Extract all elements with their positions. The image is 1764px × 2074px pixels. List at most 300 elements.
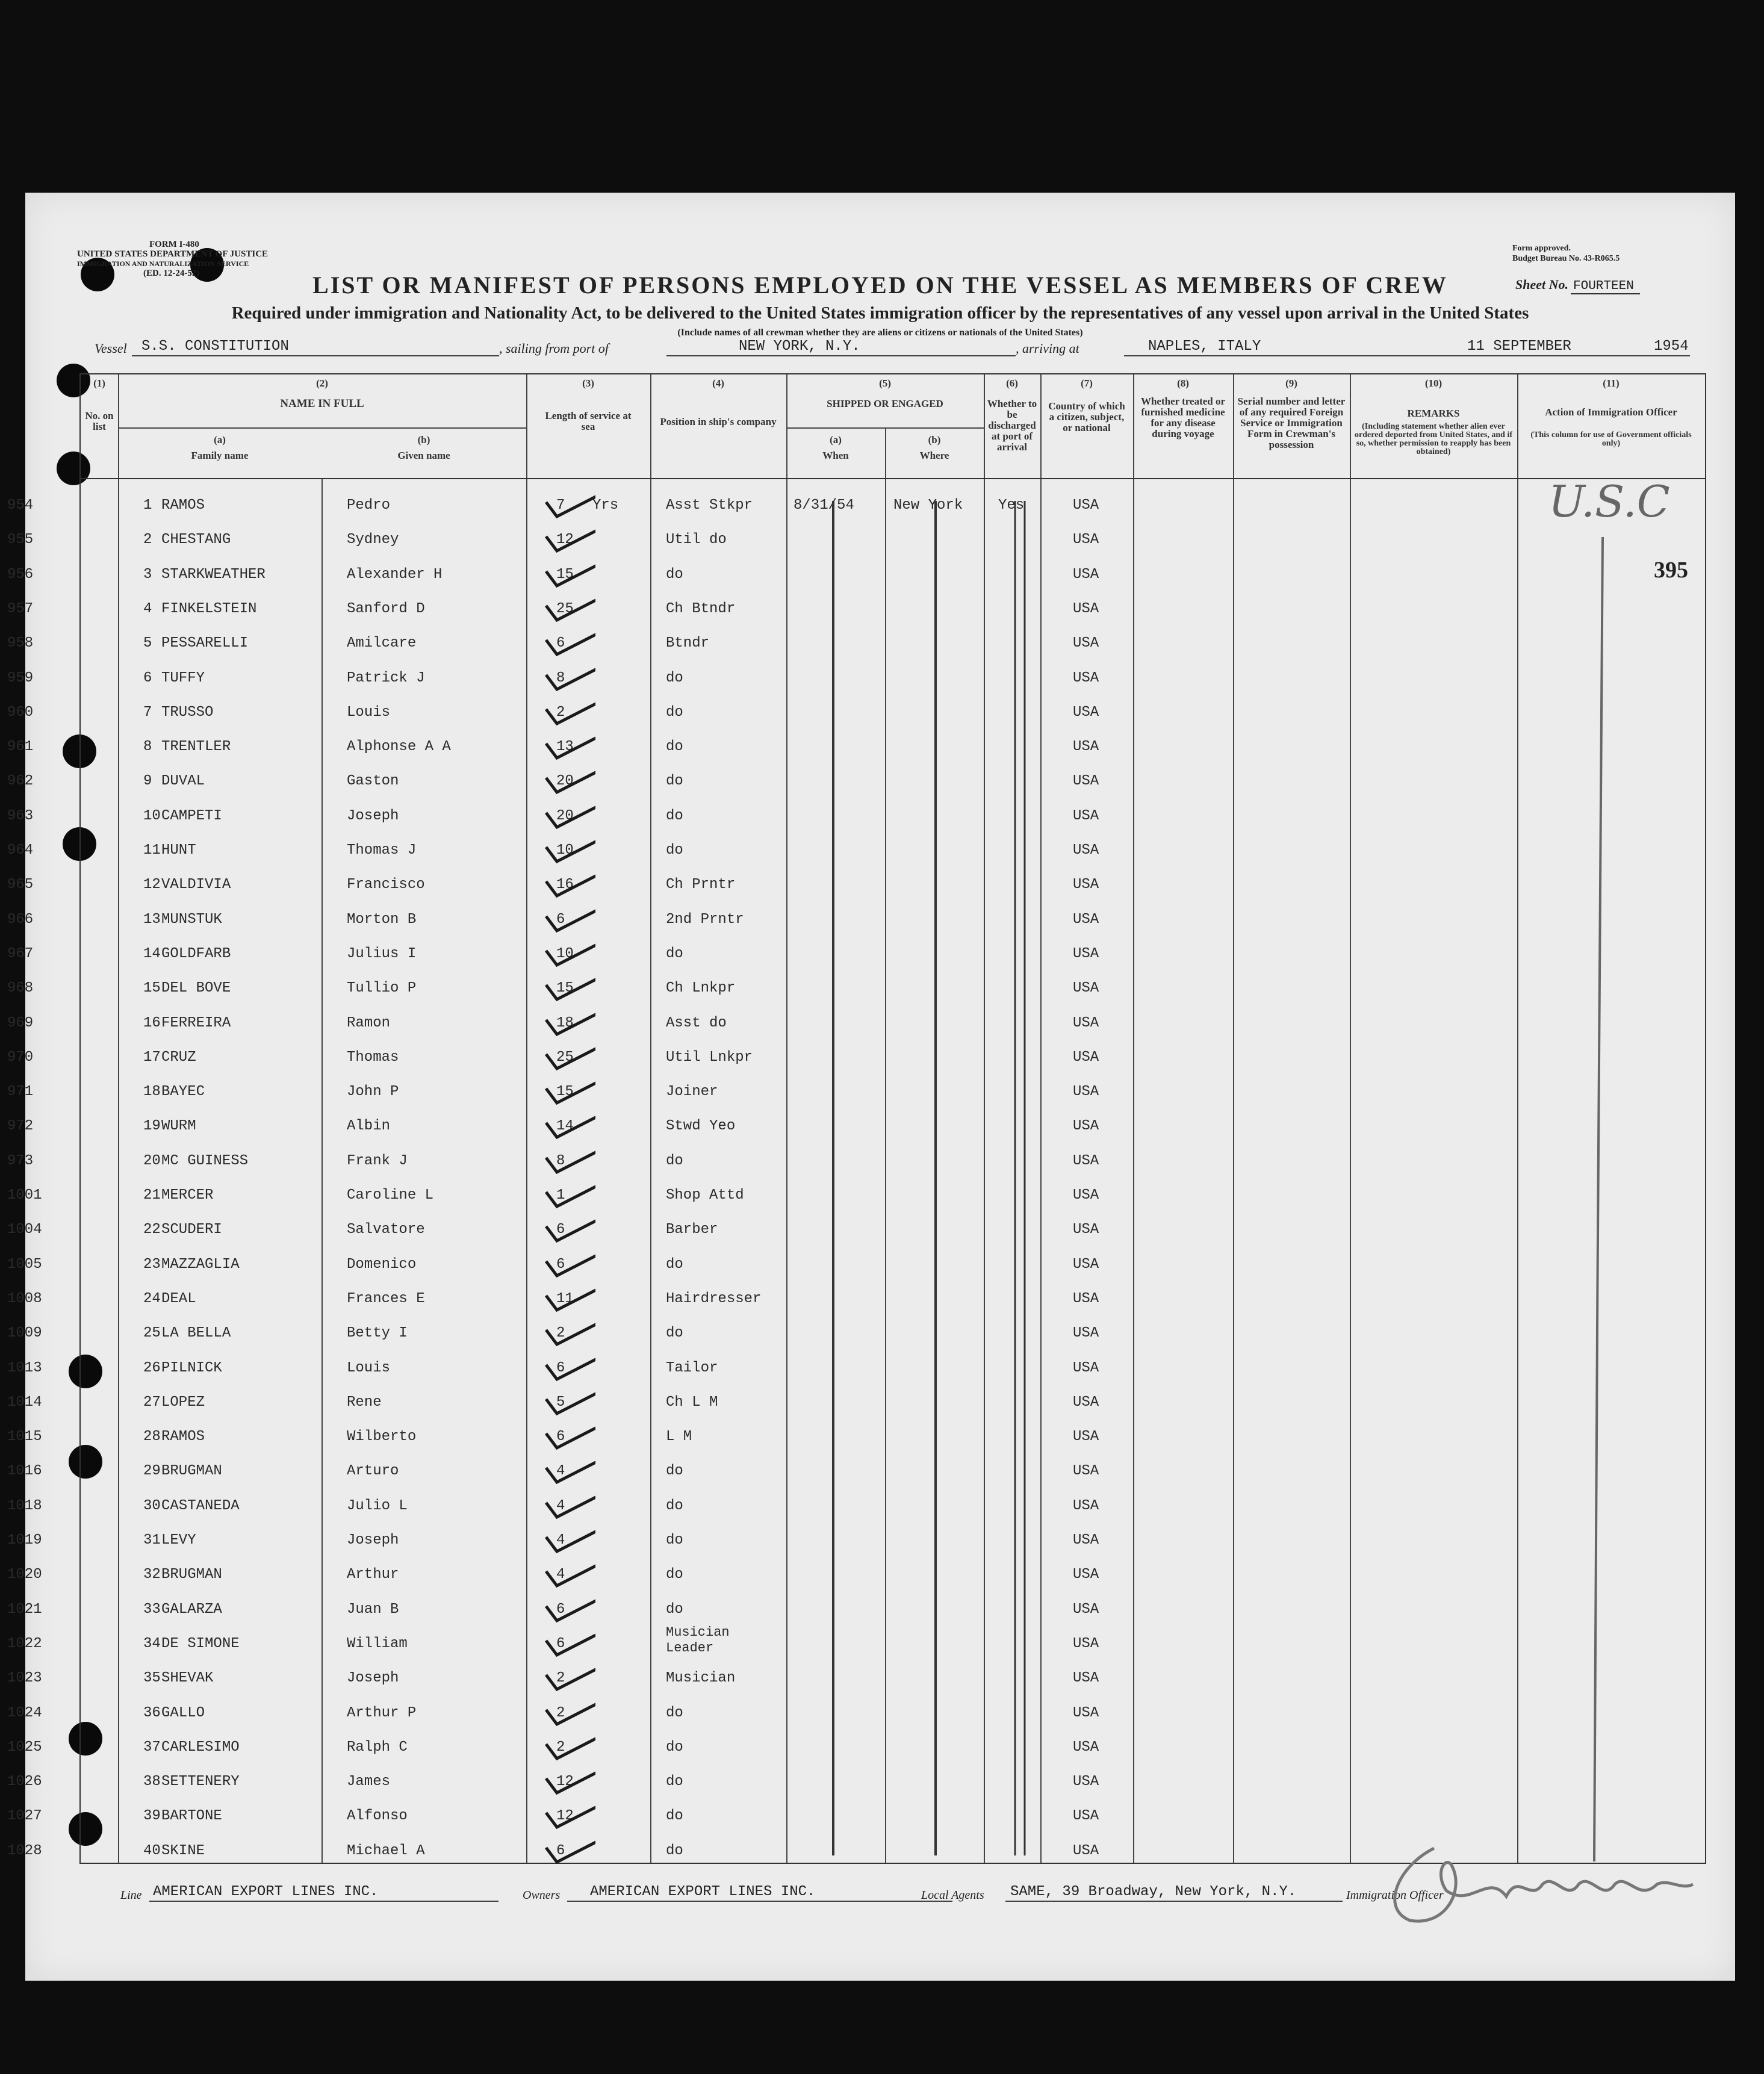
given-name: Michael A — [347, 1842, 425, 1859]
col7-header: Country of which a citizen, subject, or national — [1048, 400, 1125, 433]
service-length: 5 — [556, 1394, 565, 1411]
row-line-number: 25 — [143, 1325, 161, 1342]
officer-label: Immigration Officer — [1346, 1889, 1444, 1902]
position: Tailor — [666, 1359, 718, 1376]
service-length: 16 — [556, 877, 574, 893]
approval-block — [1512, 243, 1620, 264]
family-name: HUNT — [161, 842, 196, 858]
list-number: 955 — [7, 532, 34, 548]
family-name: CASTANEDA — [161, 1497, 240, 1514]
document-subtitle: Required under immigration and Nationality Act, to be delivered to the United States immigration officer by the representatives of any vessel upon arrival in the United States — [231, 303, 1529, 323]
position: Asst Stkpr — [666, 497, 753, 514]
col2-num: (2) — [316, 377, 328, 389]
row-line-number: 10 — [143, 807, 161, 824]
family-name: CRUZ — [161, 1049, 196, 1066]
given-name: Arthur — [347, 1566, 399, 1583]
sheet-label: Sheet No. — [1515, 277, 1568, 292]
col2a-num: (a) — [214, 434, 226, 446]
given-name: Amilcare — [347, 635, 417, 652]
service-length: 4 — [556, 1532, 565, 1548]
service-length: 25 — [556, 600, 574, 617]
list-number: 1005 — [7, 1256, 42, 1273]
country: USA — [1073, 980, 1099, 997]
row-line-number: 2 — [143, 532, 152, 548]
include-note: (Include names of all crewman whether they are aliens or citizens or nationals of the United States) — [677, 328, 1083, 338]
row-line-number: 23 — [143, 1256, 161, 1273]
col7-num: (7) — [1081, 377, 1093, 389]
list-number: 961 — [7, 739, 34, 756]
col3-header: Length of service at sea — [545, 410, 632, 432]
row-line-number: 21 — [143, 1187, 161, 1203]
country: USA — [1073, 1359, 1099, 1376]
service-length: 2 — [556, 704, 565, 721]
family-name: GALARZA — [161, 1601, 222, 1618]
country: USA — [1073, 600, 1099, 617]
country: USA — [1073, 911, 1099, 928]
country: USA — [1073, 1566, 1099, 1583]
family-name: LOPEZ — [161, 1394, 205, 1411]
country: USA — [1073, 1842, 1099, 1859]
list-number: 1004 — [7, 1222, 42, 1238]
position: Btndr — [666, 635, 710, 652]
list-number: 968 — [7, 980, 34, 997]
list-number: 965 — [7, 877, 34, 893]
family-name: SETTENERY — [161, 1774, 240, 1790]
row-line-number: 12 — [143, 877, 161, 893]
given-name: William — [347, 1635, 408, 1652]
row-line-number: 20 — [143, 1152, 161, 1169]
row-line-number: 8 — [143, 739, 152, 756]
list-number: 966 — [7, 911, 34, 928]
position: do — [666, 1325, 683, 1342]
given-name: Salvatore — [347, 1222, 425, 1238]
discharged: Yes — [998, 497, 1025, 514]
country: USA — [1073, 945, 1099, 962]
row-line-number: 29 — [143, 1463, 161, 1480]
service-length: 2 — [556, 1670, 565, 1687]
country: USA — [1073, 1670, 1099, 1687]
list-number: 967 — [7, 945, 34, 962]
family-name: TRENTLER — [161, 739, 231, 756]
sheet-number-value: FOURTEEN — [1571, 279, 1640, 294]
service-length: 12 — [556, 532, 574, 548]
list-number: 1026 — [7, 1774, 42, 1790]
country: USA — [1073, 773, 1099, 790]
family-name: MC GUINESS — [161, 1152, 249, 1169]
agency-line-2: IMMIGRATION AND NATURALIZATION SERVICE — [77, 259, 249, 268]
family-name: SCUDERI — [161, 1222, 222, 1238]
service-length: 10 — [556, 842, 574, 858]
service-length: 18 — [556, 1014, 574, 1031]
service-length: 15 — [556, 1084, 574, 1101]
col11-header: Action of Immigration Officer — [1545, 406, 1677, 418]
position: Util Lnkpr — [666, 1049, 753, 1066]
row-line-number: 36 — [143, 1704, 161, 1721]
shipped-when: 8/31/54 — [793, 497, 854, 514]
sailing-label: , sailing from port of — [499, 341, 609, 356]
given-name: James — [347, 1774, 391, 1790]
given-name: Joseph — [347, 1532, 399, 1548]
country: USA — [1073, 1256, 1099, 1273]
family-name: DUVAL — [161, 773, 205, 790]
form-date: (ED. 12-24-52) — [143, 269, 200, 278]
position: Ch Btndr — [666, 600, 736, 617]
position: do — [666, 1601, 683, 1618]
given-name: Joseph — [347, 807, 399, 824]
list-number: 964 — [7, 842, 34, 858]
given-name: Caroline L — [347, 1187, 434, 1203]
given-name: Morton B — [347, 911, 417, 928]
given-name: Betty I — [347, 1325, 408, 1342]
service-length: 7 — [556, 497, 565, 514]
given-name: Juan B — [347, 1601, 399, 1618]
country: USA — [1073, 1774, 1099, 1790]
position: do — [666, 1256, 683, 1273]
position: do — [666, 1497, 683, 1514]
family-name: LEVY — [161, 1532, 196, 1548]
position: do — [666, 1704, 683, 1721]
country: USA — [1073, 1532, 1099, 1548]
given-name: Louis — [347, 1359, 391, 1376]
service-length: 4 — [556, 1566, 565, 1583]
country: USA — [1073, 1187, 1099, 1203]
position: Ch Prntr — [666, 877, 736, 893]
family-name: CHESTANG — [161, 532, 231, 548]
manifest-sheet — [7, 193, 1735, 1981]
given-name: Louis — [347, 704, 391, 721]
list-number: 954 — [7, 497, 34, 514]
service-length: 2 — [556, 1739, 565, 1756]
family-name: FINKELSTEIN — [161, 600, 257, 617]
position: Hairdresser — [666, 1290, 762, 1307]
row-line-number: 13 — [143, 911, 161, 928]
country: USA — [1073, 1635, 1099, 1652]
position: Musician Leader — [666, 1624, 730, 1656]
col9-header: Serial number and letter of any required Foreign Service or Immigration Form in Crewman's possession — [1237, 396, 1346, 450]
sheet-number — [1515, 277, 1640, 293]
given-name: Arthur P — [347, 1704, 417, 1721]
col5-header: SHIPPED OR ENGAGED — [827, 398, 943, 409]
service-length: 10 — [556, 945, 574, 962]
list-number: 962 — [7, 773, 34, 790]
family-name: BRUGMAN — [161, 1566, 222, 1583]
list-number: 1001 — [7, 1187, 42, 1203]
list-number: 1013 — [7, 1359, 42, 1376]
row-line-number: 6 — [143, 669, 152, 686]
position: Stwd Yeo — [666, 1118, 736, 1135]
vessel-label: Vessel — [95, 341, 127, 356]
arrival-date: 11 SEPTEMBER — [1467, 338, 1571, 355]
row-line-number: 38 — [143, 1774, 161, 1790]
position: do — [666, 807, 683, 824]
given-name: Patrick J — [347, 669, 425, 686]
service-length: 15 — [556, 980, 574, 997]
crew-table — [7, 373, 1706, 1864]
service-length: 6 — [556, 911, 565, 928]
list-number: 969 — [7, 1014, 34, 1031]
position: do — [666, 945, 683, 962]
form-number: FORM I-480 — [149, 240, 199, 249]
officer-signature — [1362, 1818, 1723, 1939]
position: do — [666, 1774, 683, 1790]
family-name: MUNSTUK — [161, 911, 222, 928]
arrival-year: 1954 — [1654, 338, 1689, 355]
country: USA — [1073, 1497, 1099, 1514]
row-line-number: 9 — [143, 773, 152, 790]
list-number: 973 — [7, 1152, 34, 1169]
position: Shop Attd — [666, 1187, 744, 1203]
given-name: Thomas — [347, 1049, 399, 1066]
approval-line-1: Form approved. — [1512, 244, 1571, 253]
list-number: 1021 — [7, 1601, 42, 1618]
service-length: 6 — [556, 1601, 565, 1618]
position: Util do — [666, 532, 727, 548]
service-length: 20 — [556, 807, 574, 824]
usc-text: U.S.C — [1548, 476, 1670, 527]
service-length: 4 — [556, 1497, 565, 1514]
position: do — [666, 704, 683, 721]
agents-label: Local Agents — [921, 1889, 984, 1902]
family-name: VALDIVIA — [161, 877, 231, 893]
country: USA — [1073, 877, 1099, 893]
country: USA — [1073, 1325, 1099, 1342]
list-number: 1015 — [7, 1429, 42, 1445]
line-value: AMERICAN EXPORT LINES INC. — [153, 1884, 379, 1900]
position: Musician — [666, 1670, 736, 1687]
list-number: 957 — [7, 600, 34, 617]
col6-num: (6) — [1006, 377, 1018, 389]
owners-value: AMERICAN EXPORT LINES INC. — [590, 1884, 816, 1900]
col8-num: (8) — [1177, 377, 1189, 389]
col5a-header: When — [822, 450, 849, 461]
list-number: 1023 — [7, 1670, 42, 1687]
service-length: 1 — [556, 1187, 565, 1203]
list-number: 1016 — [7, 1463, 42, 1480]
row-line-number: 18 — [143, 1084, 161, 1101]
country: USA — [1073, 1704, 1099, 1721]
service-length: 6 — [556, 1256, 565, 1273]
position: L M — [666, 1429, 692, 1445]
row-line-number: 35 — [143, 1670, 161, 1687]
vessel-name: S.S. CONSTITUTION — [141, 338, 289, 355]
family-name: DE SIMONE — [161, 1635, 240, 1652]
position: 2nd Prntr — [666, 911, 744, 928]
family-name: WURM — [161, 1118, 196, 1135]
given-name: Ramon — [347, 1014, 391, 1031]
arriving-port: NAPLES, ITALY — [1148, 338, 1261, 355]
family-name: MERCER — [161, 1187, 214, 1203]
position: Ch Lnkpr — [666, 980, 736, 997]
row-line-number: 15 — [143, 980, 161, 997]
given-name: Thomas J — [347, 842, 417, 858]
service-length: 12 — [556, 1774, 574, 1790]
row-line-number: 24 — [143, 1290, 161, 1307]
col4-num: (4) — [712, 377, 724, 389]
given-name: Ralph C — [347, 1739, 408, 1756]
family-name: MAZZAGLIA — [161, 1256, 240, 1273]
family-name: SKINE — [161, 1842, 205, 1859]
country: USA — [1073, 1394, 1099, 1411]
country: USA — [1073, 669, 1099, 686]
list-number: 1009 — [7, 1325, 42, 1342]
row-line-number: 26 — [143, 1359, 161, 1376]
family-name: TRUSSO — [161, 704, 214, 721]
service-length: 8 — [556, 1152, 565, 1169]
country: USA — [1073, 704, 1099, 721]
side-number: 395 — [1654, 557, 1688, 583]
given-name: Gaston — [347, 773, 399, 790]
col2-header: NAME IN FULL — [280, 397, 364, 410]
family-name: TUFFY — [161, 669, 205, 686]
family-name: RAMOS — [161, 1429, 205, 1445]
col5-num: (5) — [879, 377, 891, 389]
row-line-number: 4 — [143, 600, 152, 617]
list-number: 956 — [7, 566, 34, 583]
row-line-number: 30 — [143, 1497, 161, 1514]
row-line-number: 27 — [143, 1394, 161, 1411]
family-name: LA BELLA — [161, 1325, 231, 1342]
row-line-number: 22 — [143, 1222, 161, 1238]
given-name: Joseph — [347, 1670, 399, 1687]
position: do — [666, 1463, 683, 1480]
arriving-label: , arriving at — [1016, 341, 1079, 356]
col9-num: (9) — [1285, 377, 1297, 389]
family-name: PILNICK — [161, 1359, 222, 1376]
country: USA — [1073, 497, 1099, 514]
family-name: CAMPETI — [161, 807, 222, 824]
service-length: 12 — [556, 1808, 574, 1825]
position: do — [666, 1532, 683, 1548]
given-name: Sanford D — [347, 600, 425, 617]
row-line-number: 16 — [143, 1014, 161, 1031]
position: do — [666, 842, 683, 858]
position: do — [666, 1842, 683, 1859]
position: do — [666, 566, 683, 583]
service-length: 4 — [556, 1463, 565, 1480]
agency-line-1: UNITED STATES DEPARTMENT OF JUSTICE — [77, 249, 269, 259]
country: USA — [1073, 739, 1099, 756]
position: Asst do — [666, 1014, 727, 1031]
owners-label: Owners — [523, 1889, 561, 1902]
country: USA — [1073, 1152, 1099, 1169]
row-line-number: 33 — [143, 1601, 161, 1618]
position: do — [666, 1152, 683, 1169]
given-name: Frances E — [347, 1290, 425, 1307]
given-name: Alexander H — [347, 566, 443, 583]
family-name: GOLDFARB — [161, 945, 231, 962]
service-length: 6 — [556, 1222, 565, 1238]
col3-num: (3) — [582, 377, 594, 389]
country: USA — [1073, 635, 1099, 652]
family-name: FERREIRA — [161, 1014, 231, 1031]
family-name: SHEVAK — [161, 1670, 214, 1687]
given-name: Alphonse A A — [347, 739, 451, 756]
family-name: DEAL — [161, 1290, 196, 1307]
col10-num: (10) — [1424, 377, 1443, 389]
col6-header: Whether to be discharged at port of arrival — [987, 398, 1037, 453]
agents-value: SAME, 39 Broadway, New York, N.Y. — [1010, 1884, 1297, 1900]
list-number: 1018 — [7, 1497, 42, 1514]
col10-header: REMARKS — [1407, 408, 1460, 419]
col11-num: (11) — [1603, 377, 1620, 389]
list-number: 1014 — [7, 1394, 42, 1411]
service-length: 15 — [556, 566, 574, 583]
given-name: Pedro — [347, 497, 391, 514]
family-name: BRUGMAN — [161, 1463, 222, 1480]
service-unit: Yrs — [592, 497, 619, 514]
family-name: RAMOS — [161, 497, 205, 514]
port-from: NEW YORK, N.Y. — [739, 338, 860, 355]
position: do — [666, 669, 683, 686]
service-length: 6 — [556, 1842, 565, 1859]
country: USA — [1073, 1014, 1099, 1031]
given-name: Arturo — [347, 1463, 399, 1480]
document-title: LIST OR MANIFEST OF PERSONS EMPLOYED ON THE VESSEL AS MEMBERS OF CREW — [312, 272, 1448, 299]
list-number: 971 — [7, 1084, 34, 1101]
given-name: Rene — [347, 1394, 382, 1411]
col5b-num: (b) — [928, 434, 941, 446]
row-line-number: 40 — [143, 1842, 161, 1859]
given-name: John P — [347, 1084, 399, 1101]
given-name: Alfonso — [347, 1808, 408, 1825]
service-length: 6 — [556, 1635, 565, 1652]
country: USA — [1073, 1429, 1099, 1445]
row-line-number: 14 — [143, 945, 161, 962]
country: USA — [1073, 1084, 1099, 1101]
col2b-num: (b) — [417, 434, 430, 446]
col11-note: (This column for use of Government officials only) — [1530, 430, 1692, 448]
vessel-line — [95, 337, 1708, 361]
country: USA — [1073, 1118, 1099, 1135]
row-line-number: 39 — [143, 1808, 161, 1825]
list-number: 1019 — [7, 1532, 42, 1548]
family-name: BAYEC — [161, 1084, 205, 1101]
row-line-number: 32 — [143, 1566, 161, 1583]
service-length: 2 — [556, 1704, 565, 1721]
list-number: 1022 — [7, 1635, 42, 1652]
list-number: 1027 — [7, 1808, 42, 1825]
row-line-number: 37 — [143, 1739, 161, 1756]
country: USA — [1073, 1049, 1099, 1066]
row-line-number: 11 — [143, 842, 161, 858]
family-name: STARKWEATHER — [161, 566, 266, 583]
country: USA — [1073, 1808, 1099, 1825]
row-line-number: 34 — [143, 1635, 161, 1652]
country: USA — [1073, 1739, 1099, 1756]
given-name: Francisco — [347, 877, 425, 893]
col2a-header: Family name — [191, 450, 249, 461]
list-number: 1008 — [7, 1290, 42, 1307]
approval-line-2: Budget Bureau No. 43-R065.5 — [1512, 254, 1620, 263]
row-line-number: 19 — [143, 1118, 161, 1135]
country: USA — [1073, 566, 1099, 583]
list-number: 1020 — [7, 1566, 42, 1583]
country: USA — [1073, 1463, 1099, 1480]
service-length: 6 — [556, 635, 565, 652]
family-name: PESSARELLI — [161, 635, 249, 652]
ditto-lines — [81, 374, 1705, 1863]
country: USA — [1073, 807, 1099, 824]
service-length: 8 — [556, 669, 565, 686]
service-length: 25 — [556, 1049, 574, 1066]
row-line-number: 28 — [143, 1429, 161, 1445]
given-name: Frank J — [347, 1152, 408, 1169]
family-name: DEL BOVE — [161, 980, 231, 997]
line-label: Line — [120, 1889, 142, 1902]
col1-num: (1) — [93, 377, 105, 389]
col8-header: Whether treated or furnished medicine for any disease during voyage — [1140, 396, 1226, 439]
position: Joiner — [666, 1084, 718, 1101]
